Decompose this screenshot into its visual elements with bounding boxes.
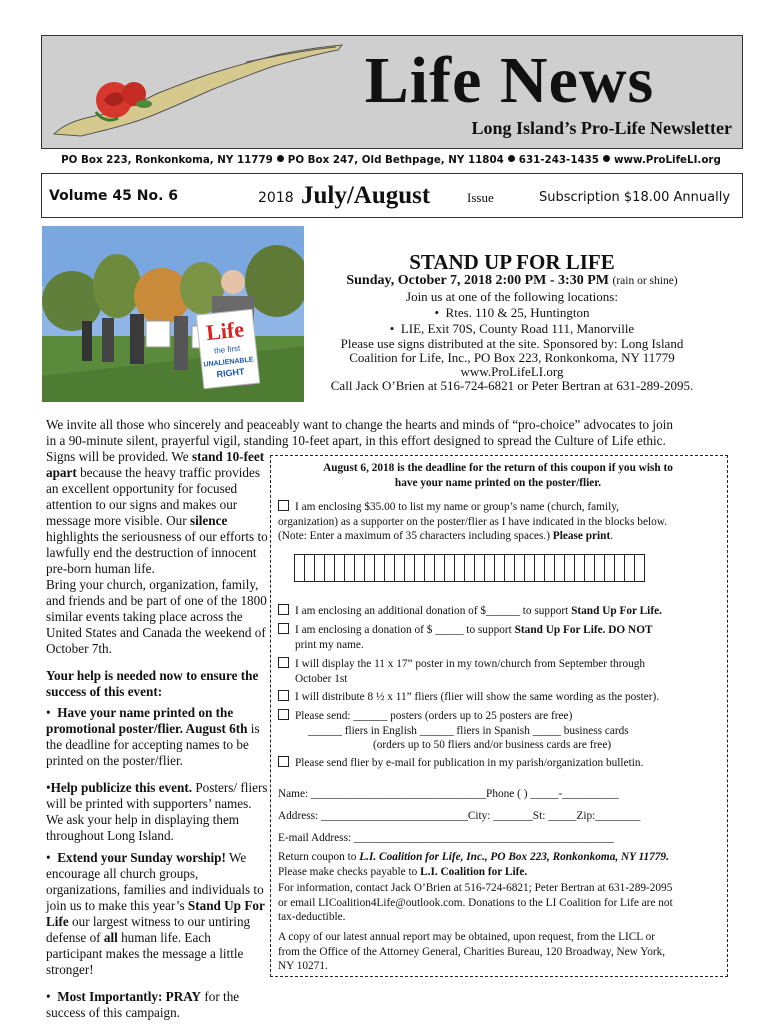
bullet-icon xyxy=(508,155,515,162)
bullet-pray: • Most Importantly: PRAY for the success of this campaign. xyxy=(46,989,240,1020)
checkbox[interactable] xyxy=(278,623,289,634)
character-block[interactable] xyxy=(634,554,645,582)
character-block[interactable] xyxy=(354,554,364,582)
life-sign xyxy=(196,309,259,388)
vigil-photo xyxy=(42,226,304,402)
issue-months: July/August xyxy=(301,182,431,209)
character-block[interactable] xyxy=(524,554,534,582)
coupon-option-email: Please send flier by e-mail for publication in my parish/organization bulletin. xyxy=(278,756,718,771)
bullet-icon xyxy=(277,155,284,162)
volume-number: Volume 45 No. 6 xyxy=(49,188,179,204)
help-heading: Your help is needed now to ensure the success of this event: xyxy=(46,668,259,699)
sign-text-right: RIGHT xyxy=(216,366,245,380)
bullet-publicize: •Help publicize this event. Posters/ fliers will be printed with supporters’ names. We ask your help in displaying them throughout Long Island. xyxy=(46,780,268,843)
event-sponsor: Coalition for Life, Inc., PO Box 223, Ronkonkoma, NY 11779 xyxy=(349,350,675,365)
bullet-have-your-name: • Have your name printed on the promotional poster/flier. August 6th is the deadline for accepting names to be printed on the poster/flier. xyxy=(46,705,260,768)
character-block[interactable] xyxy=(294,554,304,582)
character-block[interactable] xyxy=(584,554,594,582)
newsletter-subtitle: Long Island’s Pro-Life Newsletter xyxy=(471,118,732,138)
character-block[interactable] xyxy=(574,554,584,582)
event-title: STAND UP FOR LIFE xyxy=(409,250,615,274)
contact-bar xyxy=(41,154,741,166)
masthead xyxy=(41,35,743,149)
character-block[interactable] xyxy=(484,554,494,582)
return-instructions: Return coupon to L.I. Coalition for Life, Inc., PO Box 223, Ronkonkoma, NY 11779. Please make checks payable to L.I. Coalition for Life. xyxy=(278,851,669,878)
character-block[interactable] xyxy=(364,554,374,582)
character-block[interactable] xyxy=(624,554,634,582)
checkbox[interactable] xyxy=(278,657,289,668)
character-block[interactable] xyxy=(374,554,384,582)
coupon-option-display: I will display the 11 x 17” poster in my town/church from September through October 1st xyxy=(278,657,718,686)
event-contact: Call Jack O’Brien at 516-724-6821 or Peter Bertran at 631-289-2095. xyxy=(330,378,694,393)
event-date: Sunday, October 7, 2018 2:00 PM - 3:30 PM (rain or shine) xyxy=(346,273,678,288)
coupon-deadline: August 6, 2018 is the deadline for the return of this coupon if you wish to have your name printed on the poster/flier. xyxy=(323,462,673,489)
character-block[interactable] xyxy=(564,554,574,582)
checkbox[interactable] xyxy=(278,500,289,511)
character-block[interactable] xyxy=(324,554,334,582)
name-entry-blocks[interactable] xyxy=(294,554,645,582)
character-block[interactable] xyxy=(314,554,324,582)
address-ronkonkoma: PO Box 223, Ronkonkoma, NY 11779 xyxy=(61,154,273,166)
character-block[interactable] xyxy=(464,554,474,582)
website: www.ProLifeLI.org xyxy=(613,154,721,166)
bring-paragraph: Bring your church, organization, family, and friends and be part of one of the 1800 similar events taking place across the United States and Canada the weekend of October 7th. xyxy=(46,577,267,656)
character-block[interactable] xyxy=(384,554,394,582)
event-join: Join us at one of the following locations: xyxy=(406,289,618,304)
coupon-option-send: Please send: ______ posters (orders up to 25 posters are free) ______ fliers in English ______ fliers in Spanish _____ business cards (orders up to 50 fliers and/or business cards are free) xyxy=(278,709,718,753)
name-phone-field[interactable]: Name: _______________________________Phone ( ) _____-__________ xyxy=(278,788,619,800)
bullet-extend-worship: • Extend your Sunday worship! We encourage all church groups, organizations, families and individuals to join us to make this year’s Stand Up For Life our largest witness to our untiring defense of all human life. Each participant makes the message a little stronger! xyxy=(46,850,265,977)
character-block[interactable] xyxy=(544,554,554,582)
address-old-bethpage: PO Box 247, Old Bethpage, NY 11804 xyxy=(287,154,504,166)
sign-text-first: the first xyxy=(213,343,241,356)
character-block[interactable] xyxy=(454,554,464,582)
character-block[interactable] xyxy=(534,554,544,582)
phone-number: 631-243-1435 xyxy=(518,154,599,166)
character-block[interactable] xyxy=(514,554,524,582)
issue-year: 2018 xyxy=(258,190,294,206)
checkbox[interactable] xyxy=(278,756,289,767)
subscription-price: Subscription $18.00 Annually xyxy=(539,190,731,205)
contact-info: For information, contact Jack O’Brien at 516-724-6821; Peter Bertran at 631-289-2095 or email LICoalition4Life@outlook.com. Donations to the LI Coalition for Life are not tax-deductible. xyxy=(278,882,673,923)
character-block[interactable] xyxy=(554,554,564,582)
character-block[interactable] xyxy=(344,554,354,582)
newsletter-title: Life News xyxy=(364,44,655,117)
bullet-icon xyxy=(603,155,610,162)
coupon-option-list-name: I am enclosing $35.00 to list my name or group’s name (church, family, organization) as a supporter on the poster/flier as I have indicated in the blocks below. (Note: Enter a maximum of 35 characters including spaces.) Please print. xyxy=(278,501,667,542)
character-block[interactable] xyxy=(604,554,614,582)
issue-bar xyxy=(41,173,743,218)
coupon-option-donation: I am enclosing a donation of $ _____ to support Stand Up For Life. DO NOT print my name. xyxy=(278,623,718,652)
character-block[interactable] xyxy=(504,554,514,582)
character-block[interactable] xyxy=(404,554,414,582)
event-website: www.ProLifeLI.org xyxy=(460,364,564,379)
return-coupon xyxy=(270,455,728,977)
character-block[interactable] xyxy=(434,554,444,582)
issue-label: Issue xyxy=(467,190,494,205)
annual-report-note: A copy of our latest annual report may be obtained, upon request, from the LICL or from the Office of the Attorney General, Charities Bureau, 120 Broadway, New York, NY 10271. xyxy=(278,931,666,972)
character-block[interactable] xyxy=(334,554,344,582)
event-sponsor: Please use signs distributed at the site. Sponsored by: Long Island xyxy=(340,336,684,351)
event-location: • LIE, Exit 70S, County Road 111, Manorville xyxy=(389,321,635,336)
checkbox[interactable] xyxy=(278,604,289,615)
character-block[interactable] xyxy=(444,554,454,582)
checkbox[interactable] xyxy=(278,709,289,720)
signs-paragraph: Signs will be provided. We stand 10-feet apart because the heavy traffic provides an excellent opportunity for focused attention to our signs and makes our message more visible. Our silence highlights the seriousness of our efforts to lawfully end the destruction of innocent pre-born human life. xyxy=(46,449,268,576)
intro-paragraph: We invite all those who sincerely and peaceably want to change the hearts and minds of “pro-choice” advocates to join in a 90-minute silent, prayerful vigil, standing 10-feet apart, in this effort designed to spread the Culture of Life ethic. xyxy=(46,417,673,448)
address-field[interactable]: Address: __________________________City: _______St: _____Zip:________ xyxy=(278,810,641,822)
character-block[interactable] xyxy=(594,554,604,582)
character-block[interactable] xyxy=(394,554,404,582)
checkbox[interactable] xyxy=(278,690,289,701)
character-block[interactable] xyxy=(614,554,624,582)
character-block[interactable] xyxy=(304,554,314,582)
event-location: • Rtes. 110 & 25, Huntington xyxy=(434,305,590,320)
sign-text-life: Life xyxy=(204,316,246,346)
coupon-option-additional: I am enclosing an additional donation of $______ to support Stand Up For Life. xyxy=(278,604,718,619)
character-block[interactable] xyxy=(424,554,434,582)
character-block[interactable] xyxy=(414,554,424,582)
left-column xyxy=(46,449,268,1021)
coupon-option-distribute: I will distribute 8 ½ x 11” fliers (flier will show the same wording as the poster). xyxy=(278,690,718,705)
email-field[interactable]: E-mail Address: ______________________________________________ xyxy=(278,832,614,844)
character-block[interactable] xyxy=(494,554,504,582)
character-block[interactable] xyxy=(474,554,484,582)
sign-text-unalienable: UNALIENABLE xyxy=(203,356,254,369)
